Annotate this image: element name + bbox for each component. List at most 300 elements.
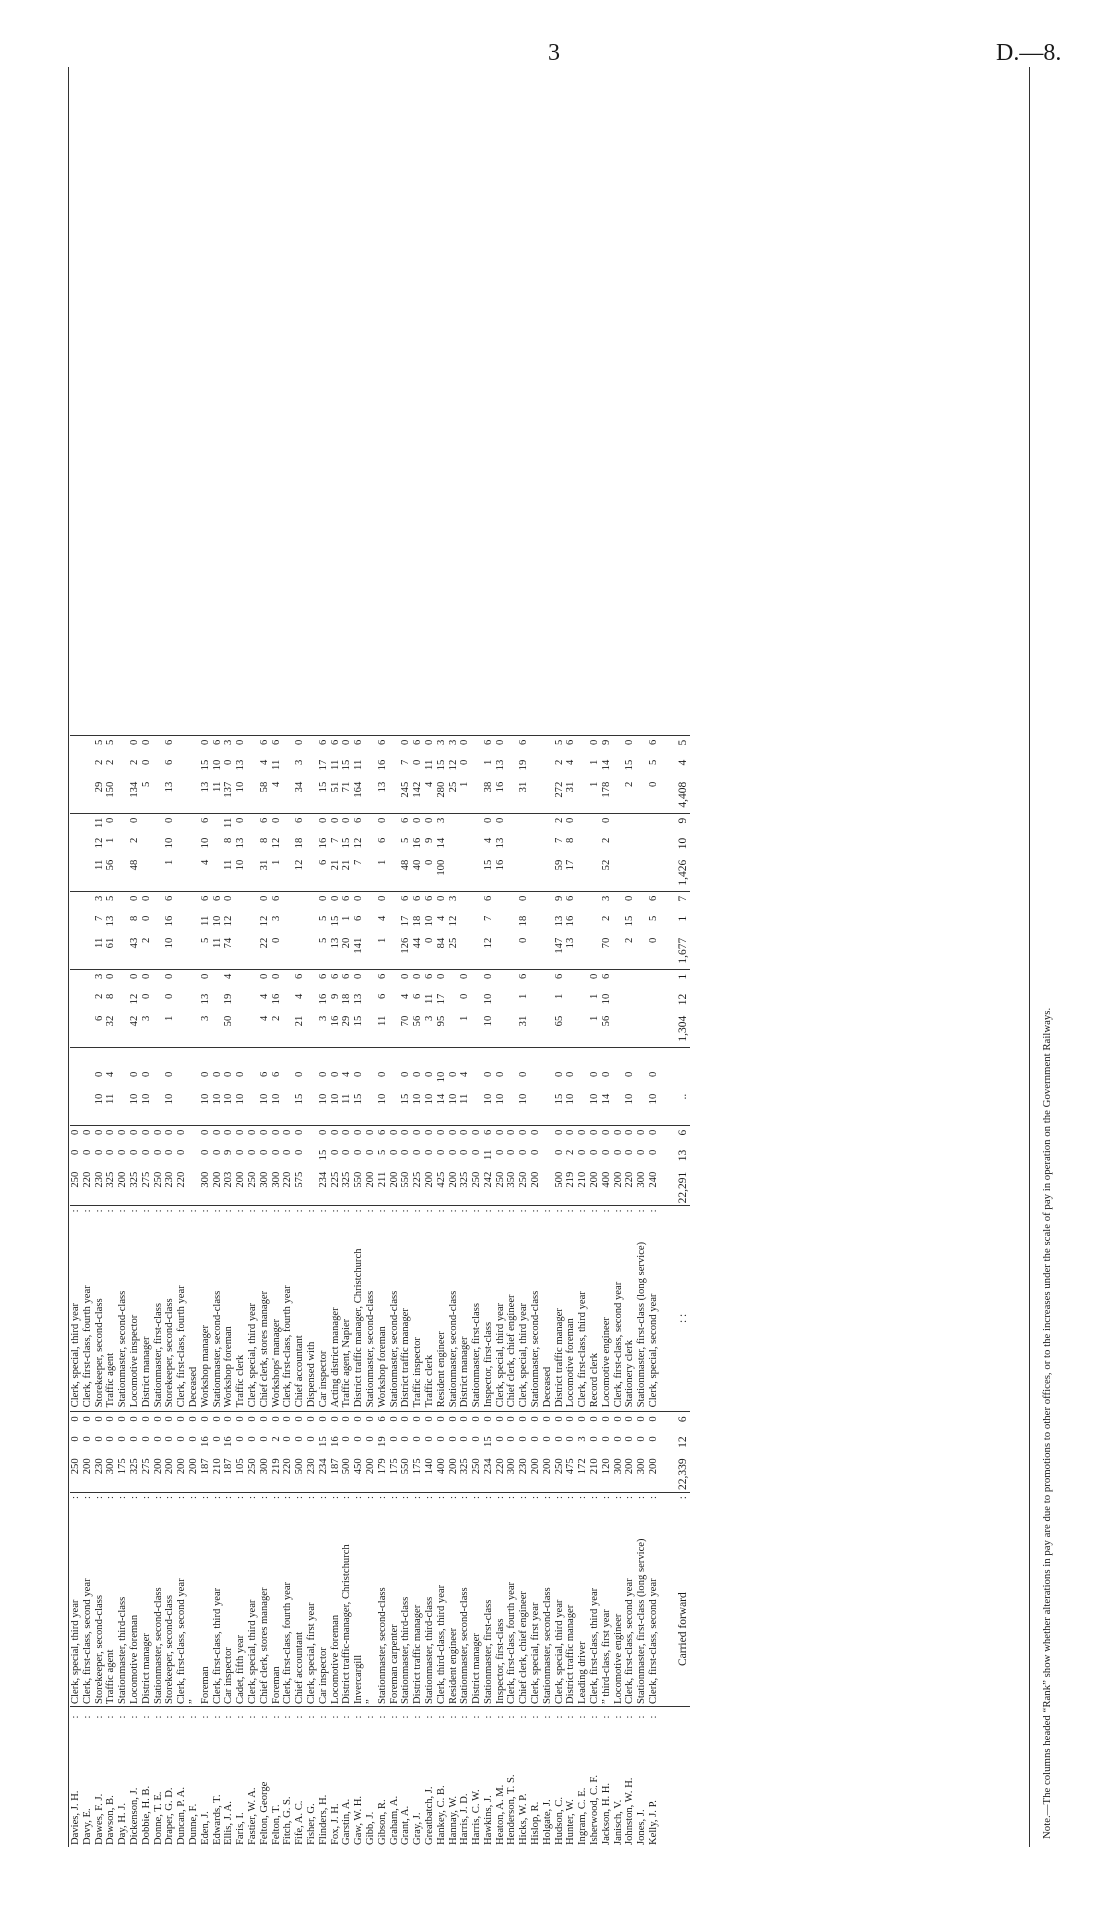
current-pay-pounds: 220 (81, 1171, 93, 1188)
total-amount-pounds: 178 (600, 781, 612, 798)
amount-year-3-pounds: 48 (128, 859, 140, 871)
total-amount-pence: 6 (648, 735, 660, 758)
previous-pay-pounds: 230 (93, 1458, 105, 1475)
current-pay-pounds: 200 (364, 1171, 376, 1188)
current-pay-shillings: 0 (282, 1149, 294, 1156)
rate-column-shillings (636, 1070, 648, 1092)
rate-column-pence (624, 1047, 636, 1070)
rate-column-shillings: 0 (199, 1071, 211, 1078)
table-row (565, 735, 577, 1847)
amount-year-2-pence: 6 (212, 891, 224, 914)
previous-pay-pounds: 325 (128, 1458, 140, 1475)
amount-year-2-pence (577, 891, 589, 914)
current-rank: Stationmaster, second-class (388, 1290, 400, 1408)
amount-year-2-pounds (70, 936, 82, 970)
total-amount-pence (306, 735, 318, 758)
leader-dots: : (235, 1707, 247, 1726)
amount-year-3-pence (542, 813, 554, 836)
current-pay-pence: 0 (271, 1125, 283, 1148)
previous-pay-pence: 0 (117, 1412, 129, 1435)
total-amount-pence: 3 (223, 735, 235, 758)
total-amount-pounds: 2 (624, 781, 636, 788)
total-amount-pence: 6 (518, 735, 530, 758)
employee-name: Gibson, R. (376, 1799, 388, 1845)
current-rank: Stationmaster, second-class (447, 1290, 459, 1408)
amount-year-1-pence (542, 969, 554, 992)
amount-year-1-pence (577, 969, 589, 992)
spacer (660, 1047, 690, 1070)
leader-dots: : (471, 1493, 483, 1519)
previous-rank: Clerk, first-class, third year (211, 1587, 223, 1704)
previous-pay-pence: 0 (153, 1412, 165, 1435)
current-pay-pence: 0 (117, 1125, 129, 1148)
amount-year-1-pounds: 29 (341, 1015, 353, 1027)
amount-year-1-shillings: 16 (317, 993, 329, 1005)
amount-year-2-pounds (306, 936, 318, 970)
amount-year-1-pence: 0 (459, 969, 471, 992)
leader-dots: : (660, 1493, 690, 1519)
rate-column-pence (412, 1047, 424, 1070)
amount-year-1-pence (613, 969, 625, 992)
current-pay-pounds: 242 (482, 1171, 494, 1188)
current-pay-pounds: 300 (270, 1171, 282, 1188)
total-amount-pence (577, 735, 589, 758)
rate-column-pounds: 10 (494, 1093, 506, 1105)
current-pay-shillings: 0 (423, 1149, 435, 1156)
amount-year-2-pounds (117, 936, 129, 970)
previous-pay-shillings: 0 (105, 1436, 117, 1442)
amount-year-2-pounds: 147 (553, 937, 565, 954)
current-rank: Traffic clerk (423, 1354, 435, 1408)
amount-year-2-shillings: 17 (400, 915, 412, 927)
amount-year-3-pounds: 48 (400, 859, 412, 871)
amount-year-1-shillings (471, 992, 483, 1014)
rate-column-pence (330, 1047, 342, 1070)
total-amount-pounds: 134 (128, 781, 140, 798)
rate-column-pence (377, 1047, 389, 1070)
total-amount-shillings (117, 758, 129, 780)
previous-rank: Chief clerk, chief engineer (518, 1591, 530, 1704)
current-pay-pence: 0 (530, 1125, 542, 1148)
previous-pay-pounds: 250 (246, 1458, 258, 1475)
current-pay-shillings: 0 (140, 1149, 152, 1156)
rate-column-shillings (365, 1070, 377, 1092)
rate-column-pounds (506, 1092, 518, 1126)
previous-pay-pence: 0 (271, 1412, 283, 1435)
leader-dots: : (577, 1707, 589, 1726)
rate-column-pounds: 10 (589, 1093, 601, 1105)
leader-dots: : (188, 1206, 200, 1228)
total-amount-pounds: 142 (412, 781, 424, 798)
previous-pay-pence: 6 (377, 1412, 389, 1435)
amount-year-3-pounds: 15 (482, 859, 494, 871)
amount-year-2-pounds (235, 936, 247, 970)
total-amount-pounds: 280 (435, 781, 447, 798)
amount-year-3-pence: 2 (554, 813, 566, 836)
spacer: .. (676, 1093, 689, 1100)
amount-year-3-shillings: 8 (258, 837, 270, 844)
current-pay-pence: 0 (200, 1125, 212, 1148)
previous-pay-pence: 0 (506, 1412, 518, 1435)
amount-year-1-pounds: 3 (140, 1015, 152, 1022)
amount-year-3-shillings: 6 (376, 837, 388, 844)
amount-year-3-pence (247, 813, 259, 836)
leader-dots: : (389, 1493, 401, 1519)
amount-year-1-shillings (613, 992, 625, 1014)
table-row (636, 735, 648, 1847)
amount-year-1-pounds: 3 (199, 1015, 211, 1022)
amount-year-1-pence: 0 (400, 969, 412, 992)
total-amount-shillings: 11 (270, 759, 282, 770)
previous-pay-shillings: 0 (423, 1436, 435, 1442)
current-pay-pence: 0 (365, 1125, 377, 1148)
employee-name: Felton, T. (270, 1804, 282, 1845)
previous-pay-pence: 0 (247, 1412, 259, 1435)
table-row (471, 735, 483, 1847)
amount-year-1-shillings: 17 (435, 993, 447, 1005)
current-pay-shillings: 0 (70, 1149, 81, 1156)
rate-column-pence (589, 1047, 601, 1070)
previous-pay-shillings: 15 (482, 1436, 494, 1447)
current-pay-pence: 0 (506, 1125, 518, 1148)
employee-name: Harris, C. W. (471, 1789, 483, 1845)
amount-year-1-pounds: 11 (376, 1015, 388, 1026)
employee-name: Harris, J. D. (459, 1793, 471, 1845)
previous-pay-pounds: 187 (223, 1458, 235, 1475)
amount-year-3-pounds: 1 (376, 859, 388, 866)
amount-year-1-shillings: 19 (223, 993, 235, 1005)
previous-pay-pounds: 275 (140, 1458, 152, 1475)
current-rank: Chief clerk, chief engineer (506, 1294, 518, 1408)
amount-year-1-pence: 0 (271, 969, 283, 992)
leader-dots: : (448, 1206, 460, 1228)
previous-rank: Clerk, first-class, fourth year (506, 1581, 518, 1704)
amount-year-1-pence (176, 969, 188, 992)
previous-pay-pence: 0 (471, 1412, 483, 1435)
current-pay-pounds: 550 (353, 1171, 365, 1188)
employee-name: Felton, George (258, 1781, 270, 1845)
current-pay-shillings: 0 (270, 1149, 282, 1156)
leader-dots: : (377, 1707, 389, 1726)
leader-dots: : (648, 1206, 660, 1228)
rate-column-pence (164, 1047, 176, 1070)
leader-dots: : (589, 1493, 601, 1519)
amount-year-2-shillings: 6 (353, 915, 365, 922)
amount-year-2-shillings (235, 914, 247, 936)
rate-column-pounds (117, 1092, 129, 1126)
current-rank: Workshop foreman (376, 1326, 388, 1408)
amount-year-3-pounds (448, 858, 460, 892)
leader-dots: : (235, 1206, 247, 1228)
previous-pay-shillings: 0 (81, 1436, 93, 1442)
employee-name: Johnston, W. H. (624, 1777, 636, 1845)
total-year-3-shillings: 10 (676, 837, 689, 850)
leader-dots: : (282, 1493, 294, 1519)
amount-year-1-shillings: 18 (341, 993, 353, 1005)
previous-rank: Car inspector (317, 1647, 329, 1704)
total-amount-shillings: 6 (164, 759, 176, 766)
table-row (200, 735, 212, 1847)
amount-year-3-pence (624, 813, 636, 836)
amount-year-2-pence (613, 891, 625, 914)
amount-year-3-shillings: 7 (329, 837, 341, 844)
amount-year-3-shillings (448, 836, 460, 858)
total-amount-pounds: 58 (258, 781, 270, 793)
amount-year-2-shillings: 15 (624, 915, 636, 927)
rate-column-pence (471, 1047, 483, 1070)
amount-year-1-pounds: 50 (223, 1015, 235, 1027)
current-pay-pounds: 230 (164, 1171, 176, 1188)
previous-pay-shillings: 0 (305, 1436, 317, 1442)
amount-year-1-shillings: 4 (400, 993, 412, 1000)
amount-year-3-pounds: 16 (494, 859, 506, 871)
amount-year-1-pounds: 3 (423, 1015, 435, 1022)
amount-year-3-pounds (365, 858, 377, 892)
spacer (660, 1070, 690, 1092)
leader-dots: : (530, 1206, 542, 1228)
current-pay-pounds: 200 (235, 1171, 247, 1188)
amount-year-1-pence (471, 969, 483, 992)
previous-pay-shillings: 0 (541, 1436, 553, 1442)
amount-year-1-shillings (448, 992, 460, 1014)
current-pay-pence: 0 (294, 1125, 306, 1148)
rate-column-shillings: 0 (128, 1071, 140, 1078)
previous-pay-pounds: 200 (364, 1458, 376, 1475)
rate-column-shillings: 0 (353, 1071, 365, 1078)
previous-rank: Clerk, first-class, fourth year (282, 1581, 294, 1704)
rate-column-pence (117, 1047, 129, 1070)
amount-year-2-shillings (306, 914, 318, 936)
total-current-pay-shillings: 13 (676, 1149, 689, 1162)
leader-dots: : (624, 1206, 636, 1228)
amount-year-2-pounds: 70 (600, 937, 612, 949)
leader-dots: : (518, 1707, 530, 1726)
amount-year-2-shillings (459, 914, 471, 936)
amount-year-1-pence: 6 (330, 969, 342, 992)
table-row (235, 735, 247, 1847)
employee-name: Henderson, T. S. (506, 1774, 518, 1845)
current-pay-shillings: 0 (506, 1149, 518, 1156)
current-rank: Clerk, special, third year (518, 1302, 530, 1408)
amount-year-2-pence: 0 (624, 891, 636, 914)
amount-year-3-pence: 0 (330, 813, 342, 836)
leader-dots: : (188, 1493, 200, 1519)
amount-year-3-shillings (117, 836, 129, 858)
current-pay-shillings: 0 (400, 1149, 412, 1156)
current-pay-pounds: 240 (648, 1171, 660, 1188)
previous-rank: Stationmaster, second-class (376, 1587, 388, 1704)
leader-dots: : (389, 1206, 401, 1228)
current-pay-shillings: 0 (93, 1149, 105, 1156)
total-amount-pence: 6 (377, 735, 389, 758)
total-amount-shillings (471, 758, 483, 780)
amount-year-1-pence (624, 969, 636, 992)
total-amount-shillings (389, 758, 401, 780)
total-amount-pounds (153, 780, 165, 814)
previous-pay-pounds: 234 (317, 1458, 329, 1475)
leader-dots: : (424, 1707, 436, 1726)
previous-pay-shillings: 16 (223, 1436, 235, 1447)
amount-year-1-shillings (624, 992, 636, 1014)
amount-year-3-shillings (365, 836, 377, 858)
rate-column-pence (70, 1047, 82, 1070)
amount-year-1-pence (530, 969, 542, 992)
leader-dots: : (389, 1707, 401, 1726)
total-amount-shillings (82, 758, 94, 780)
leader-dots: : (601, 1707, 613, 1726)
total-amount-pence: 3 (436, 735, 448, 758)
previous-rank: District manager (471, 1633, 483, 1704)
amount-year-2-pounds (282, 936, 294, 970)
previous-pay-pounds: 250 (471, 1458, 483, 1475)
leader-dots: : (141, 1206, 153, 1228)
amount-year-3-pence (589, 813, 601, 836)
previous-rank: Stationmaster, first-class (482, 1599, 494, 1704)
previous-rank: Clerk, special, first year (530, 1602, 542, 1704)
leader-dots: : (412, 1206, 424, 1228)
total-amount-pounds: 25 (447, 781, 459, 793)
amount-year-1-shillings: 10 (600, 993, 612, 1005)
total-amount-pounds: 31 (518, 781, 530, 793)
table-row (400, 735, 412, 1847)
amount-year-2-pounds: 141 (353, 937, 365, 954)
amount-year-3-shillings (577, 836, 589, 858)
leader-dots: : (141, 1493, 153, 1519)
previous-pay-shillings: 0 (211, 1436, 223, 1442)
employee-name: Fife, A. C. (294, 1800, 306, 1845)
leader-dots: : (436, 1707, 448, 1726)
current-pay-pounds (542, 1170, 554, 1206)
leader-dots: : (589, 1206, 601, 1228)
current-pay-pence: 0 (282, 1125, 294, 1148)
leader-dots: : (400, 1707, 412, 1726)
total-amount-pence: 5 (94, 735, 106, 758)
rate-column-shillings: 4 (341, 1071, 353, 1078)
previous-rank: ” (187, 1699, 199, 1704)
rate-column-pounds: 10 (648, 1093, 660, 1105)
current-rank: Car inspector (317, 1350, 329, 1408)
total-year-3-pounds: 1,426 (676, 859, 689, 886)
amount-year-2-shillings (188, 914, 200, 936)
leader-dots: : (518, 1206, 530, 1228)
amount-year-3-pence: 0 (424, 813, 436, 836)
current-pay-pounds: 250 (246, 1171, 258, 1188)
rate-column-pounds: 15 (353, 1093, 365, 1105)
rate-column-pence (223, 1047, 235, 1070)
rate-column-pounds: 10 (565, 1093, 577, 1105)
rate-column-shillings (153, 1070, 165, 1092)
table-row (483, 735, 495, 1847)
carried-forward-row (660, 735, 690, 1847)
amount-year-2-pence (247, 891, 259, 914)
amount-year-3-pounds (530, 858, 542, 892)
current-rank: Resident engineer (435, 1331, 447, 1408)
amount-year-2-pounds: 13 (329, 937, 341, 949)
amount-year-3-pence: 6 (294, 813, 306, 836)
rate-column-pounds: 14 (600, 1093, 612, 1105)
rate-column-shillings (389, 1070, 401, 1092)
amount-year-1-pence: 0 (589, 969, 601, 992)
amount-year-1-pence: 4 (223, 969, 235, 992)
leader-dots: : (636, 1493, 648, 1519)
leader-dots: : (294, 1493, 306, 1519)
amount-year-2-pence: 0 (141, 891, 153, 914)
leader-dots: : (518, 1493, 530, 1519)
current-pay-pounds: 225 (329, 1171, 341, 1188)
previous-pay-pounds: 250 (70, 1458, 81, 1475)
rate-column-pounds: 11 (105, 1093, 117, 1104)
rate-column-shillings: 0 (400, 1071, 412, 1078)
employee-name: Holgate, J. (541, 1799, 553, 1845)
rate-column-shillings: 4 (105, 1071, 117, 1078)
amount-year-2-pounds: 20 (341, 937, 353, 949)
current-pay-shillings: 0 (199, 1149, 211, 1156)
rate-column-shillings: 0 (624, 1071, 636, 1078)
amount-year-3-pence (176, 813, 188, 836)
total-amount-pence: 0 (129, 735, 141, 758)
amount-year-1-pence (636, 969, 648, 992)
total-amount-pounds (82, 780, 94, 814)
total-amount-pence (82, 735, 94, 758)
amount-year-2-shillings: 16 (565, 915, 577, 927)
amount-year-1-pence: 6 (318, 969, 330, 992)
amount-year-2-pounds: 11 (211, 937, 223, 948)
amount-year-3-pounds (389, 858, 401, 892)
current-pay-shillings: 15 (317, 1149, 329, 1161)
employee-name: Faris, I. (235, 1812, 247, 1845)
previous-pay-shillings: 0 (553, 1436, 565, 1442)
amount-year-1-pence (235, 969, 247, 992)
amount-year-3-pounds (624, 858, 636, 892)
leader-dots: : (365, 1707, 377, 1726)
amount-year-2-pounds (153, 936, 165, 970)
current-pay-pounds: 300 (636, 1171, 648, 1188)
total-amount-shillings: 11 (423, 759, 435, 770)
amount-year-1-pounds (306, 1014, 318, 1048)
current-rank: Clerk, special, third year (70, 1302, 81, 1408)
amount-year-2-pence: 0 (129, 891, 141, 914)
employee-name: Heaton, A. M. (494, 1784, 506, 1845)
rate-column-pence (424, 1047, 436, 1070)
current-pay-pounds: 230 (93, 1171, 105, 1188)
amount-year-1-pence: 0 (436, 969, 448, 992)
previous-rank: Stationmaster, second-class (541, 1587, 553, 1704)
current-rank: Clerk, special, third year (246, 1302, 258, 1408)
amount-year-2-pounds: 25 (447, 937, 459, 949)
rate-column-shillings (117, 1070, 129, 1092)
amount-year-3-pence (636, 813, 648, 836)
current-rank: Traffic clerk (235, 1354, 247, 1408)
rate-column-pence (436, 1047, 448, 1070)
total-amount-pounds (247, 780, 259, 814)
amount-year-3-shillings (389, 836, 401, 858)
amount-year-1-pence: 6 (518, 969, 530, 992)
amount-year-1-pounds (471, 1014, 483, 1048)
table-row (94, 735, 106, 1847)
amount-year-1-pounds (389, 1014, 401, 1048)
leader-dots: : (247, 1493, 259, 1519)
leader-dots: : (105, 1493, 117, 1519)
leader-dots: : (554, 1206, 566, 1228)
rate-column-pounds: 10 (164, 1093, 176, 1105)
total-amount-shillings: 11 (353, 759, 365, 770)
rate-column-pounds: 10 (128, 1093, 140, 1105)
amount-year-3-shillings: 12 (353, 837, 365, 849)
leader-dots: : (94, 1493, 106, 1519)
amount-year-2-pounds: 2 (624, 937, 636, 944)
previous-pay-pounds: 200 (164, 1458, 176, 1475)
table-row (188, 735, 200, 1847)
